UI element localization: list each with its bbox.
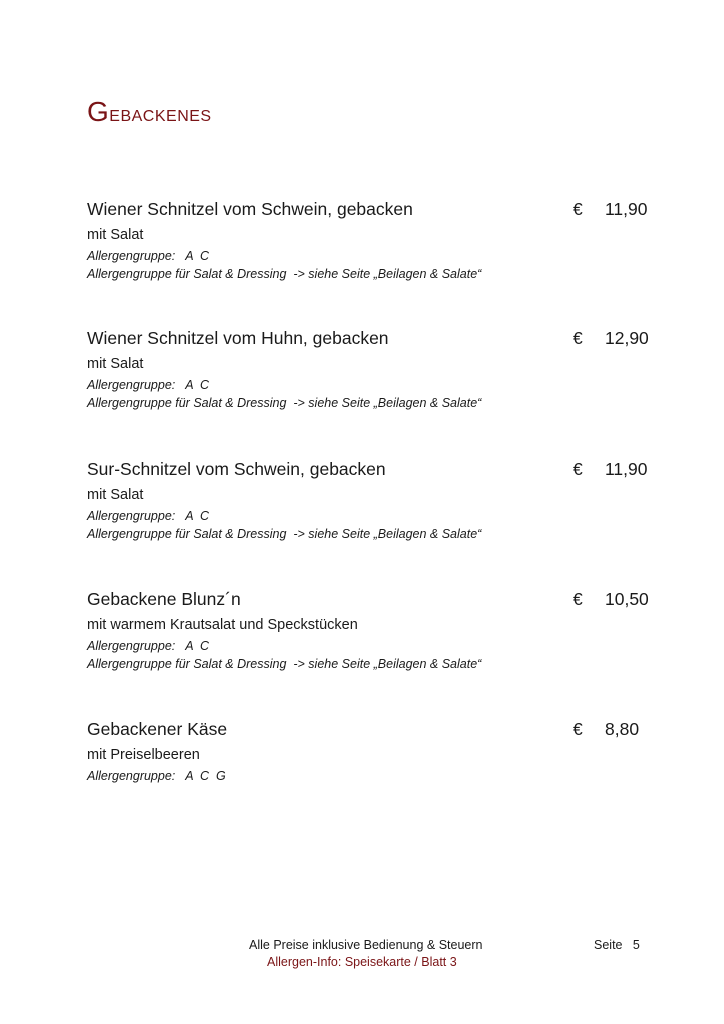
item-name: Wiener Schnitzel vom Huhn, gebacken [87, 328, 389, 348]
page-number: Seite 5 [594, 938, 640, 952]
item-description: mit Salat [87, 487, 144, 503]
item-allergens-note: Allergengruppe für Salat & Dressing -> siehe Seite „Beilagen & Salate“ [87, 527, 482, 541]
item-price [573, 588, 649, 610]
menu-item [87, 718, 639, 785]
item-name: Sur-Schnitzel vom Schwein, gebacken [87, 459, 386, 479]
item-name: Wiener Schnitzel vom Schwein, gebacken [87, 199, 413, 219]
item-allergens-note: Allergengruppe für Salat & Dressing -> siehe Seite „Beilagen & Salate“ [87, 267, 482, 281]
menu-item [87, 458, 648, 543]
item-price [573, 198, 648, 220]
item-allergens: Allergengruppe: A C [87, 639, 210, 653]
item-price [573, 458, 648, 480]
item-allergens: Allergengruppe: A C [87, 509, 210, 523]
footer-prices-note: Alle Preise inklusive Bedienung & Steuern [249, 938, 483, 952]
item-description: mit warmem Krautsalat und Speckstücken [87, 617, 358, 633]
menu-item [87, 198, 648, 283]
item-allergens-note: Allergengruppe für Salat & Dressing -> siehe Seite „Beilagen & Salate“ [87, 657, 482, 671]
item-description: mit Salat [87, 227, 144, 243]
item-allergens: Allergengruppe: A C G [87, 769, 226, 783]
currency-symbol: € [573, 589, 583, 609]
price-amount: 12,90 [605, 328, 649, 348]
item-price [573, 718, 639, 740]
item-description: mit Preiselbeeren [87, 747, 200, 763]
currency-symbol: € [573, 459, 583, 479]
item-allergens: Allergengruppe: A C [87, 378, 210, 392]
footer-allergen-info: Allergen-Info: Speisekarte / Blatt 3 [267, 955, 457, 969]
price-amount: 11,90 [605, 199, 648, 219]
currency-symbol: € [573, 199, 583, 219]
price-amount: 8,80 [605, 719, 640, 739]
item-allergens: Allergengruppe: A C [87, 249, 210, 263]
item-description: mit Salat [87, 356, 144, 372]
title-rest: ebackenes [109, 100, 212, 126]
title-initial: G [87, 96, 110, 127]
item-price [573, 327, 649, 349]
item-allergens-note: Allergengruppe für Salat & Dressing -> siehe Seite „Beilagen & Salate“ [87, 396, 482, 410]
currency-symbol: € [573, 328, 583, 348]
item-name: Gebackener Käse [87, 719, 228, 739]
section-title [87, 96, 212, 128]
menu-item [87, 327, 649, 412]
price-amount: 10,50 [605, 589, 649, 609]
menu-item [87, 588, 649, 673]
price-amount: 11,90 [605, 459, 648, 479]
item-name: Gebackene Blunz´n [87, 589, 241, 609]
currency-symbol: € [573, 719, 583, 739]
